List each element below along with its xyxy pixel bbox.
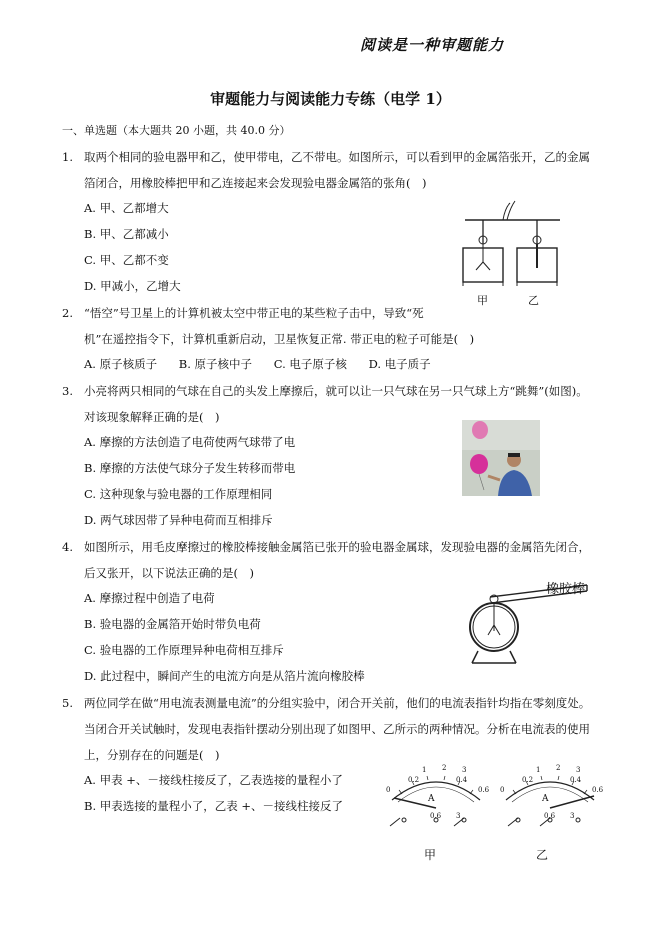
options-row bbox=[84, 356, 449, 372]
figure-label-yi: 乙 bbox=[528, 294, 539, 307]
electroscope-figure bbox=[455, 198, 570, 308]
ammeter-yi bbox=[498, 768, 603, 830]
tick-label: 1 bbox=[422, 766, 427, 774]
option-b: B. 验电器的金属箔开始时带负电荷 bbox=[84, 617, 261, 631]
ammeter-jia bbox=[384, 768, 489, 830]
page-title: 审题能力与阅读能力专练（电学 1） bbox=[210, 90, 451, 108]
tick-label: 0 bbox=[500, 786, 505, 794]
question-line: “悟空”号卫星上的计算机被太空中带正电的某些粒子击中，导致“死 bbox=[84, 306, 424, 320]
option-a: A. 甲、乙都增大 bbox=[84, 201, 169, 215]
question-line: 如图所示，用毛皮摩擦过的橡胶棒接触金属箔已张开的验电器金属球，发现验电器的金属箔先闭合， bbox=[84, 540, 590, 554]
option-a: A. 摩擦过程中创造了电荷 bbox=[84, 591, 215, 605]
meter-unit: A bbox=[542, 794, 549, 804]
option-a: A. 甲表 +、－接线柱接反了，乙表选接的量程小了 bbox=[84, 773, 343, 787]
question-number: 4. bbox=[62, 540, 73, 554]
option-d: D. 此过程中，瞬间产生的电流方向是从箔片流向橡胶棒 bbox=[84, 669, 365, 683]
option-c: C. 这种现象与验电器的工作原理相同 bbox=[84, 487, 273, 501]
question-2 bbox=[62, 300, 474, 352]
question-line: 小亮将两只相同的气球在自己的头发上摩擦后，就可以让一只气球在另一只气球上方“跳舞”(如图)。 bbox=[84, 384, 588, 398]
slogan: 阅读是一种审题能力 bbox=[360, 36, 505, 54]
section-heading: 一、单选题（本大题共 20 小题，共 40.0 分） bbox=[62, 124, 291, 137]
question-number: 5. bbox=[62, 696, 73, 710]
question-number: 1. bbox=[62, 150, 73, 164]
tick-label: 0.2 bbox=[522, 776, 534, 784]
tick-label: 0 bbox=[386, 786, 391, 794]
figure-label-jia: 甲 bbox=[477, 294, 488, 307]
balloon-photo bbox=[462, 420, 540, 496]
option-b: B. 甲、乙都减小 bbox=[84, 227, 169, 241]
question-line: 机”在遥控指令下，计算机重新启动，卫星恢复正常. 带正电的粒子可能是( ) bbox=[84, 332, 475, 346]
option-b: B. 甲表选接的量程小了，乙表 +、－接线柱接反了 bbox=[84, 799, 344, 813]
tick-label: 0.4 bbox=[456, 776, 468, 784]
question-line: 当闭合开关试触时，发现电表指针摆动分别出现了如图甲、乙所示的两种情况。分析在电流表的使用 bbox=[84, 722, 590, 736]
question-5 bbox=[62, 690, 590, 768]
question-number: 2. bbox=[62, 306, 73, 320]
question-line: 箔闭合，用橡胶棒把甲和乙连接起来会发现验电器金属箔的张角( ) bbox=[84, 176, 427, 190]
tick-label: 0.6 bbox=[592, 786, 604, 794]
tick-label: 2 bbox=[556, 764, 561, 772]
figure-label-yi: 乙 bbox=[536, 848, 549, 862]
question-1 bbox=[62, 144, 590, 196]
option-b: B. 原子核中子 bbox=[178, 357, 253, 371]
option-b: B. 摩擦的方法使气球分子发生转移而带电 bbox=[84, 461, 296, 475]
tick-label: 0.4 bbox=[570, 776, 582, 784]
option-c: C. 甲、乙都不变 bbox=[84, 253, 169, 267]
tick-label: 1 bbox=[536, 766, 541, 774]
terminal-label: 3 bbox=[570, 812, 575, 820]
option-a: A. 原子核质子 bbox=[84, 357, 158, 371]
question-line: 两位同学在做“用电流表测量电流”的分组实验中，闭合开关前，他们的电流表指针均指在零刻度处。 bbox=[84, 696, 591, 710]
terminal-label: 0.6 bbox=[430, 812, 442, 820]
option-d: D. 电子质子 bbox=[368, 357, 431, 371]
option-c: C. 电子原子核 bbox=[273, 357, 347, 371]
option-c: C. 验电器的工作原理异种电荷相互排斥 bbox=[84, 643, 284, 657]
tick-label: 0.2 bbox=[408, 776, 420, 784]
tick-label: 3 bbox=[576, 766, 581, 774]
terminal-label: 3 bbox=[456, 812, 461, 820]
figure-label-rubber-rod: 橡胶棒 bbox=[546, 582, 586, 597]
question-number: 3. bbox=[62, 384, 73, 398]
question-line: 上，分别存在的问题是( ) bbox=[84, 748, 220, 762]
option-d: D. 甲减小，乙增大 bbox=[84, 279, 181, 293]
question-line: 取两个相同的验电器甲和乙，使甲带电，乙不带电。如图所示，可以看到甲的金属箔张开，乙的金属 bbox=[84, 150, 590, 164]
tick-label: 3 bbox=[462, 766, 467, 774]
question-line: 后又张开，以下说法正确的是( ) bbox=[84, 566, 254, 580]
question-line: 对该现象解释正确的是( ) bbox=[84, 410, 220, 424]
meter-unit: A bbox=[428, 794, 435, 804]
terminal-label: 0.6 bbox=[544, 812, 556, 820]
tick-label: 2 bbox=[442, 764, 447, 772]
tick-label: 0.6 bbox=[478, 786, 490, 794]
option-d: D. 两气球因带了异种电荷而互相排斥 bbox=[84, 513, 273, 527]
figure-label-jia: 甲 bbox=[424, 848, 437, 862]
option-a: A. 摩擦的方法创造了电荷使两气球带了电 bbox=[84, 435, 296, 449]
